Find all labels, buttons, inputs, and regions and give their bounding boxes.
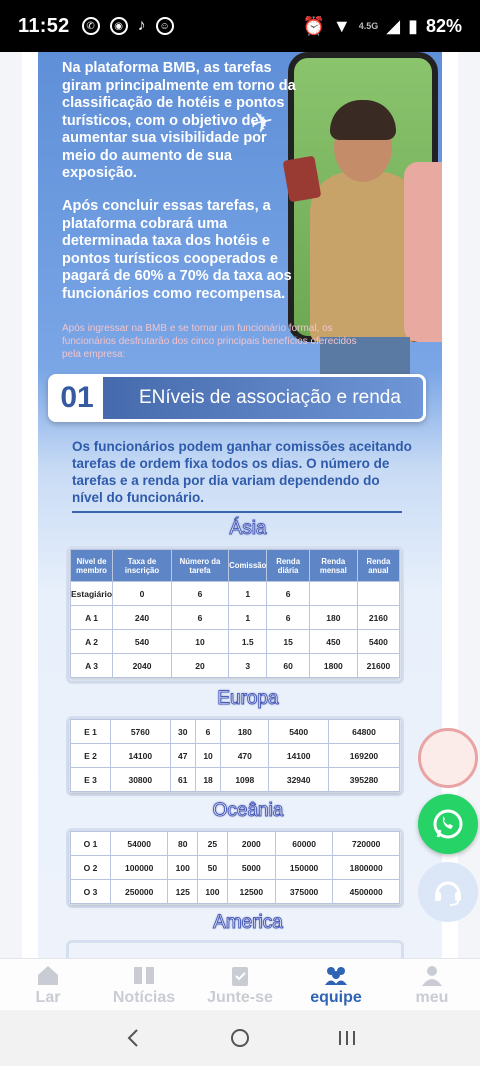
table-cell: 100 [168, 856, 198, 880]
income-table-oceania [70, 831, 400, 904]
table-cell: 6 [171, 606, 228, 630]
tab-label: meu [415, 988, 449, 1006]
table-cell: 60000 [275, 832, 332, 856]
section-header [48, 374, 426, 422]
table-row [71, 832, 400, 856]
whatsapp-icon [430, 806, 466, 842]
clipboard-icon [227, 963, 253, 987]
table-cell: 61 [170, 768, 195, 792]
table-cell: 720000 [333, 832, 400, 856]
column-header: Taxa de inscrição [113, 550, 172, 582]
table-cell: 6 [171, 582, 228, 606]
table-cell: A 2 [71, 630, 113, 654]
table-cell: 20 [171, 654, 228, 678]
table-cell: E 2 [71, 744, 111, 768]
tab-meu[interactable] [384, 959, 480, 1010]
tab-label: Notícias [112, 988, 176, 1006]
table-cell: 470 [221, 744, 269, 768]
section-title: ENíveis de associação e renda [139, 387, 401, 408]
region-title-europe: Europa [217, 688, 279, 709]
table-cell: 450 [309, 630, 357, 654]
app-screen [0, 52, 480, 1010]
income-table-europe [70, 719, 400, 792]
table-cell: 1800000 [333, 856, 400, 880]
table-row [71, 654, 400, 678]
table-cell: E 1 [71, 720, 111, 744]
table-cell: 5400 [269, 720, 329, 744]
status-time: 11:52 [18, 14, 70, 37]
column-header: Renda anual [357, 550, 399, 582]
table-cell: 2000 [227, 832, 275, 856]
table-cell: 30 [170, 720, 195, 744]
table-cell: A 3 [71, 654, 113, 678]
table-cell: 100 [198, 880, 228, 904]
income-table-asia [70, 549, 400, 678]
camera-notification-icon: ◉ [110, 17, 128, 35]
column-header: Número da tarefa [171, 550, 228, 582]
table-cell [309, 582, 357, 606]
table-cell: 4500000 [333, 880, 400, 904]
table-cell: 240 [113, 606, 172, 630]
user-icon [419, 963, 445, 987]
table-row [71, 582, 400, 606]
airplane-icon: ✈ [247, 104, 277, 141]
table-cell: 60 [267, 654, 310, 678]
table-cell: A 1 [71, 606, 113, 630]
table-cell: 180 [309, 606, 357, 630]
table-cell: 395280 [328, 768, 399, 792]
table-cell: 15 [267, 630, 310, 654]
system-icons [302, 16, 462, 37]
tab-label: Junte-se [207, 988, 273, 1006]
benefits-note: Após ingressar na BMB e se tornar um funcionário formal, os funcionários desfrutarão dos cinco principais benefícios oferecidos pela empresa: [62, 323, 357, 360]
table-cell: 5760 [111, 720, 171, 744]
table-cell [357, 582, 399, 606]
column-header: Renda diária [267, 550, 310, 582]
tab-label: Lar [35, 988, 61, 1006]
table-frame [66, 940, 404, 958]
table-row [71, 720, 400, 744]
whatsapp-button[interactable] [418, 794, 478, 854]
table-cell: 1800 [309, 654, 357, 678]
table-cell: 2160 [357, 606, 399, 630]
membership-poster [38, 52, 442, 958]
tiktok-notification-icon: ♪ [137, 17, 146, 34]
table-cell: 1.5 [229, 630, 267, 654]
table-cell: 180 [221, 720, 269, 744]
table-cell: 2040 [113, 654, 172, 678]
table-cell: 250000 [111, 880, 168, 904]
region-title-oceania: Oceânia [212, 800, 284, 821]
table-cell: O 1 [71, 832, 111, 856]
section-description: Os funcionários podem ganhar comissões aceitando tarefas de ordem fixa todos os dias. O número de tarefas e a renda por dia variam dependendo do nível do funcionário. [72, 439, 412, 505]
table-cell: 1 [229, 582, 267, 606]
home-button[interactable] [220, 1018, 260, 1058]
promo-paragraph-2: Após concluir essas tarefas, a plataforma cobrará uma determinada taxa dos hotéis e pontos turísticos cooperados e pagará de 60% a 70% da taxa aos funcionários como recompensa. [62, 198, 292, 302]
table-row [71, 630, 400, 654]
table-row [71, 744, 400, 768]
wifi-icon: ▼ [332, 15, 351, 36]
region-title-america: America [213, 912, 283, 933]
divider [72, 511, 402, 513]
tab-juntese[interactable] [192, 959, 288, 1010]
region-title-asia: Ásia [229, 518, 267, 539]
table-cell: 18 [195, 768, 220, 792]
table-cell: 80 [168, 832, 198, 856]
table-cell: 6 [267, 582, 310, 606]
table-cell: 30800 [111, 768, 171, 792]
table-cell: 47 [170, 744, 195, 768]
app-notification-icon: ☺ [156, 17, 174, 35]
home-icon [35, 963, 61, 987]
table-cell: 12500 [227, 880, 275, 904]
battery-level: 82% [425, 15, 462, 36]
table-row [71, 768, 400, 792]
recents-button[interactable] [327, 1018, 367, 1058]
whatsapp-notification-icon: ✆ [82, 17, 100, 35]
home-circle-icon [229, 1027, 251, 1049]
column-header: Renda mensal [309, 550, 357, 582]
table-cell: 25 [198, 832, 228, 856]
table-cell: 1 [229, 606, 267, 630]
table-row [71, 880, 400, 904]
table-cell: 375000 [275, 880, 332, 904]
table-cell: 100000 [111, 856, 168, 880]
table-cell: 5000 [227, 856, 275, 880]
team-icon [323, 963, 349, 987]
promo-paragraph-1: Na plataforma BMB, as tarefas giram principalmente em torno da classificação de hotéis e pontos turísticos, com o objetivo de aumentar sua visibilidade por meio do aumento de sua exposição. [62, 60, 296, 181]
table-cell: 54000 [111, 832, 168, 856]
back-icon [125, 1028, 141, 1048]
table-cell: 3 [229, 654, 267, 678]
table-cell: 0 [113, 582, 172, 606]
column-header: Nível de membro [71, 550, 113, 582]
section-number: 01 [51, 377, 103, 419]
recents-icon [336, 1028, 358, 1048]
news-icon [131, 963, 157, 987]
bottom-tab-bar [0, 958, 480, 1010]
table-cell: 1098 [221, 768, 269, 792]
table-cell: 50 [198, 856, 228, 880]
table-cell: E 3 [71, 768, 111, 792]
alarm-icon: ⏰ [302, 15, 325, 36]
status-bar [0, 0, 480, 52]
tab-equipe[interactable] [288, 959, 384, 1010]
table-cell: 125 [168, 880, 198, 904]
table-cell: 6 [267, 606, 310, 630]
table-cell: 10 [195, 744, 220, 768]
table-cell: 540 [113, 630, 172, 654]
customer-support-button[interactable] [418, 862, 478, 922]
system-navigation-bar [0, 1010, 480, 1066]
suitcase-illustration [404, 162, 442, 342]
column-header: Comissão [229, 550, 267, 582]
notification-icons [82, 17, 174, 35]
table-cell: Estagiário [71, 582, 113, 606]
table-cell: 169200 [328, 744, 399, 768]
table-cell: O 3 [71, 880, 111, 904]
floating-action-button[interactable] [418, 728, 478, 788]
table-header-row [71, 550, 400, 582]
table-cell: 6 [195, 720, 220, 744]
back-button[interactable] [113, 1018, 153, 1058]
battery-icon: ▮ [408, 15, 418, 36]
table-cell: 32940 [269, 768, 329, 792]
table-row [71, 606, 400, 630]
table-cell: 14100 [269, 744, 329, 768]
tab-notcias[interactable] [96, 959, 192, 1010]
headset-icon [430, 874, 466, 910]
table-cell: 14100 [111, 744, 171, 768]
signal-icon: ◢ [386, 15, 401, 36]
table-cell: O 2 [71, 856, 111, 880]
network-type: 4.5G [358, 21, 379, 31]
table-cell: 21600 [357, 654, 399, 678]
tab-lar[interactable] [0, 959, 96, 1010]
tab-label: equipe [310, 988, 362, 1006]
table-cell: 5400 [357, 630, 399, 654]
table-row [71, 856, 400, 880]
table-cell: 64800 [328, 720, 399, 744]
table-cell: 150000 [275, 856, 332, 880]
table-cell: 10 [171, 630, 228, 654]
